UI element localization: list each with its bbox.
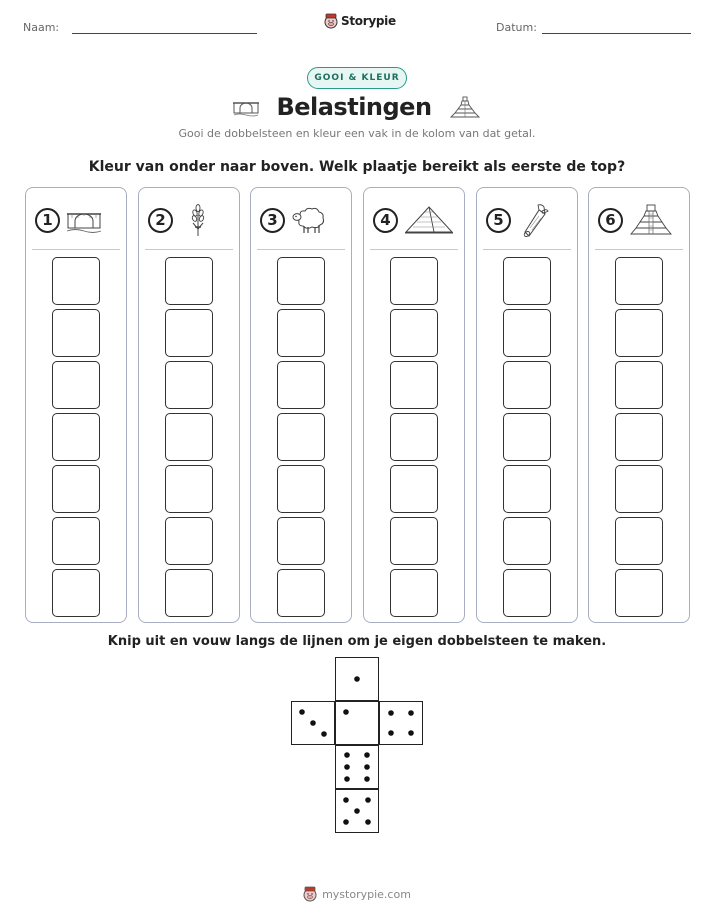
column-4 <box>363 187 465 623</box>
column-6 <box>588 187 690 623</box>
column-header <box>260 202 342 238</box>
column-header <box>373 202 455 238</box>
column-header <box>486 202 568 238</box>
column-2 <box>138 187 240 623</box>
step-pyramid-icon <box>629 204 673 236</box>
color-box[interactable] <box>503 309 551 357</box>
color-box[interactable] <box>390 413 438 461</box>
name-line[interactable] <box>72 33 257 34</box>
color-box[interactable] <box>390 517 438 565</box>
column-header <box>148 202 230 238</box>
brand-logo <box>324 13 396 29</box>
date-line[interactable] <box>542 33 691 34</box>
bridge-icon <box>66 206 102 234</box>
color-box[interactable] <box>52 517 100 565</box>
color-box[interactable] <box>52 257 100 305</box>
sheep-icon <box>291 205 327 235</box>
color-box[interactable] <box>615 465 663 513</box>
color-box[interactable] <box>165 361 213 409</box>
color-box[interactable] <box>503 257 551 305</box>
color-box[interactable] <box>615 569 663 617</box>
column-divider <box>145 249 233 250</box>
step-pyramid-icon <box>448 95 482 119</box>
color-box[interactable] <box>503 413 551 461</box>
column-divider <box>32 249 120 250</box>
column-header <box>35 202 117 238</box>
die-face-3 <box>291 701 335 745</box>
instruction-text: Kleur van onder naar boven. Welk plaatje bereikt als eerste de top? <box>88 159 626 175</box>
color-box[interactable] <box>390 569 438 617</box>
column-number: 3 <box>260 208 285 233</box>
die-face-1 <box>335 701 379 745</box>
color-box[interactable] <box>52 413 100 461</box>
color-box[interactable] <box>52 309 100 357</box>
color-box[interactable] <box>52 465 100 513</box>
column-divider <box>483 249 571 250</box>
date-label: Datum: <box>496 21 537 34</box>
die-face-1 <box>335 657 379 701</box>
brand-name: Storypie <box>341 14 396 28</box>
color-box[interactable] <box>52 569 100 617</box>
color-box[interactable] <box>615 309 663 357</box>
category-badge: GOOI & KLEUR <box>307 67 407 89</box>
color-box[interactable] <box>165 465 213 513</box>
die-face-4 <box>379 701 423 745</box>
color-box[interactable] <box>390 361 438 409</box>
color-box[interactable] <box>165 569 213 617</box>
pig-icon <box>303 886 317 902</box>
scroll-icon <box>521 202 551 238</box>
color-box[interactable] <box>52 361 100 409</box>
column-5 <box>476 187 578 623</box>
subtitle: Gooi de dobbelsteen en kleur een vak in de kolom van dat getal. <box>178 127 536 140</box>
color-box[interactable] <box>615 257 663 305</box>
bridge-icon <box>232 97 260 117</box>
column-header <box>598 202 680 238</box>
footer-url[interactable]: mystorypie.com <box>322 887 411 901</box>
page-title: Belastingen <box>276 93 432 121</box>
color-box[interactable] <box>165 517 213 565</box>
color-box[interactable] <box>277 465 325 513</box>
color-box[interactable] <box>165 413 213 461</box>
column-divider <box>595 249 683 250</box>
color-box[interactable] <box>503 517 551 565</box>
footer <box>0 886 714 902</box>
column-number: 6 <box>598 208 623 233</box>
wheat-icon <box>187 203 209 237</box>
die-face-6 <box>335 745 379 789</box>
color-box[interactable] <box>615 517 663 565</box>
column-number: 1 <box>35 208 60 233</box>
column-number: 2 <box>148 208 173 233</box>
color-box[interactable] <box>503 465 551 513</box>
color-box[interactable] <box>390 465 438 513</box>
color-box[interactable] <box>277 309 325 357</box>
color-box[interactable] <box>277 569 325 617</box>
color-box[interactable] <box>503 361 551 409</box>
color-box[interactable] <box>277 257 325 305</box>
die-instruction: Knip uit en vouw langs de lijnen om je eigen dobbelsteen te maken. <box>107 634 607 649</box>
color-box[interactable] <box>615 361 663 409</box>
color-box[interactable] <box>165 257 213 305</box>
color-box[interactable] <box>277 517 325 565</box>
color-box[interactable] <box>390 257 438 305</box>
name-label: Naam: <box>23 21 60 34</box>
column-divider <box>370 249 458 250</box>
color-box[interactable] <box>503 569 551 617</box>
column-1 <box>25 187 127 623</box>
color-box[interactable] <box>165 309 213 357</box>
color-box[interactable] <box>277 361 325 409</box>
color-box[interactable] <box>277 413 325 461</box>
color-box[interactable] <box>615 413 663 461</box>
column-number: 5 <box>486 208 511 233</box>
column-number: 4 <box>373 208 398 233</box>
pig-icon <box>324 13 338 29</box>
pyramid-icon <box>404 205 454 235</box>
column-3 <box>250 187 352 623</box>
title-row <box>0 93 714 121</box>
color-box[interactable] <box>390 309 438 357</box>
die-face-5 <box>335 789 379 833</box>
column-divider <box>257 249 345 250</box>
